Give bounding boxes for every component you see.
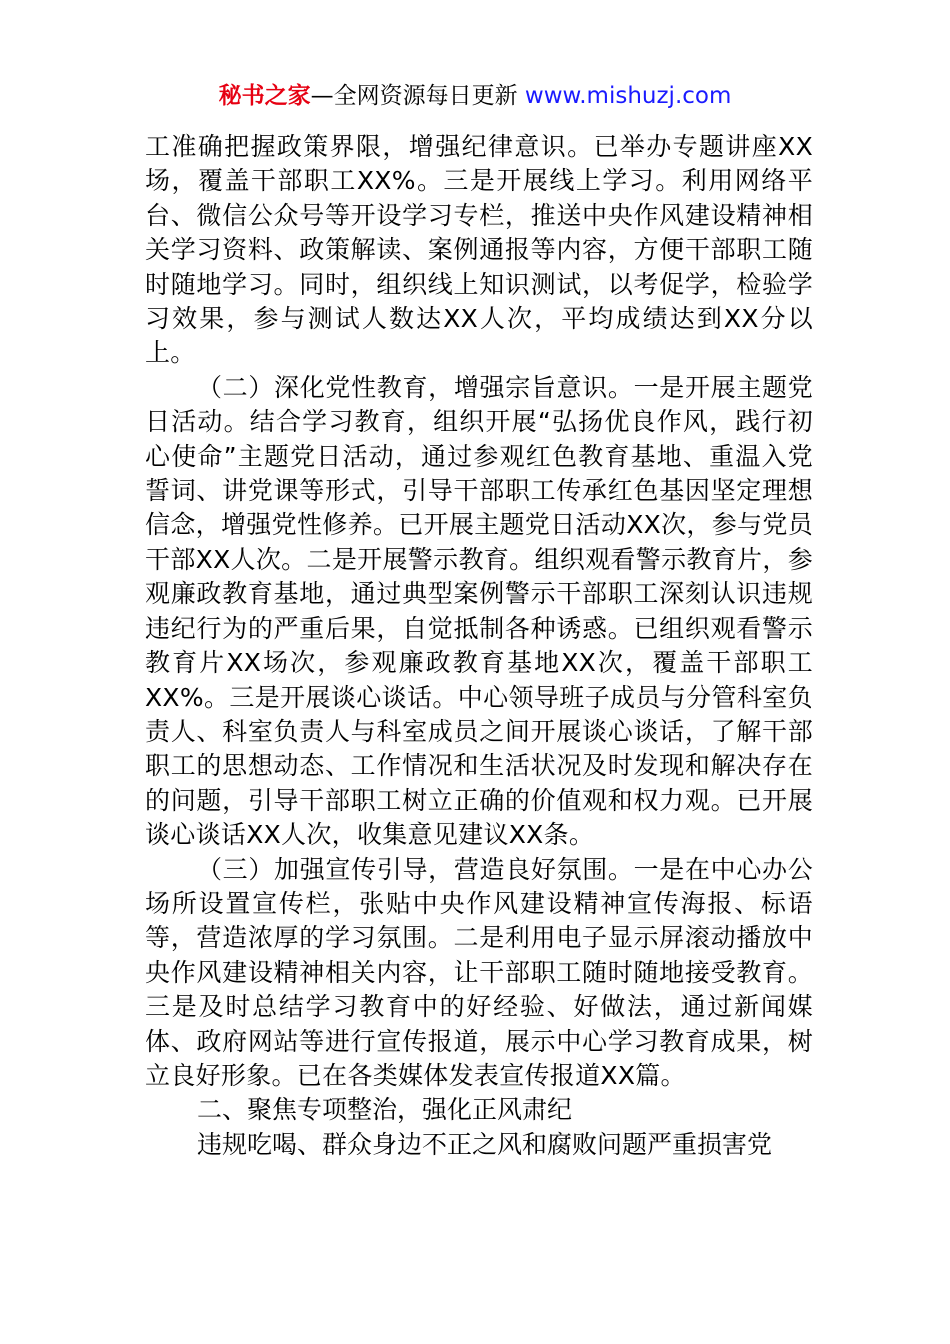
site-tagline: —全网资源每日更新 (310, 83, 518, 109)
document-body (145, 130, 813, 1162)
site-brand: 秘书之家 (218, 83, 311, 109)
section-heading: 二、聚焦专项整治，强化正风肃纪 (197, 1095, 573, 1125)
site-url[interactable]: www.mishuzj.com (517, 83, 732, 109)
paragraph-party-education: （二）深化党性教育，增强宗旨意识。一是开展主题党日活动。结合学习教育，组织开展“弘扬优良作风，践行初心使命”主题党日活动，通过参观红色教育基地、重温入党誓词、讲党课等形式，引导干部职工传承红色基因坚定理想信念，增强党性修养。已开展主题党日活动XX次，参与党员干部XX人次。二是开展警示教育。组织观看警示教育片，参观廉政教育基地，通过典型案例警示干部职工深刻认识违规违纪行为的严重后果，自觉抵制各种诱惑。已组织观看警示教育片XX场次，参观廉政教育基地XX次，覆盖干部职工XX%。三是开展谈心谈话。中心领导班子成员与分管科室负责人、科室负责人与科室成员之间开展谈心谈话，了解干部职工的思想动态、工作情况和生活状况及时发现和解决存在的问题，引导干部职工树立正确的价值观和权力观。已开展谈心谈话XX人次，收集意见建议XX条。 (145, 372, 813, 850)
paragraph-publicity: （三）加强宣传引导，营造良好氛围。一是在中心办公场所设置宣传栏，张贴中央作风建设精神宣传海报、标语等，营造浓厚的学习氛围。二是利用电子显示屏滚动播放中央作风建设精神相关内容，让干部职工随时随地接受教育。三是及时总结学习教育中的好经验、好做法，通过新闻媒体、政府网站等进行宣传报道，展示中心学习教育成果，树立良好形象。已在各类媒体发表宣传报道XX篇。 (145, 854, 813, 1090)
paragraph-continuation: 工准确把握政策界限，增强纪律意识。已举办专题讲座XX场，覆盖干部职工XX%。三是开展线上学习。利用网络平台、微信公众号等开设学习专栏，推送中央作风建设精神相关学习资料、政策解读、案例通报等内容，方便干部职工随时随地学习。同时，组织线上知识测试，以考促学，检验学习效果，参与测试人数达XX人次，平均成绩达到XX分以上。 (145, 132, 813, 368)
closing-line: 违规吃喝、群众身边不正之风和腐败问题严重损害党 (197, 1129, 773, 1159)
site-header (0, 80, 950, 112)
